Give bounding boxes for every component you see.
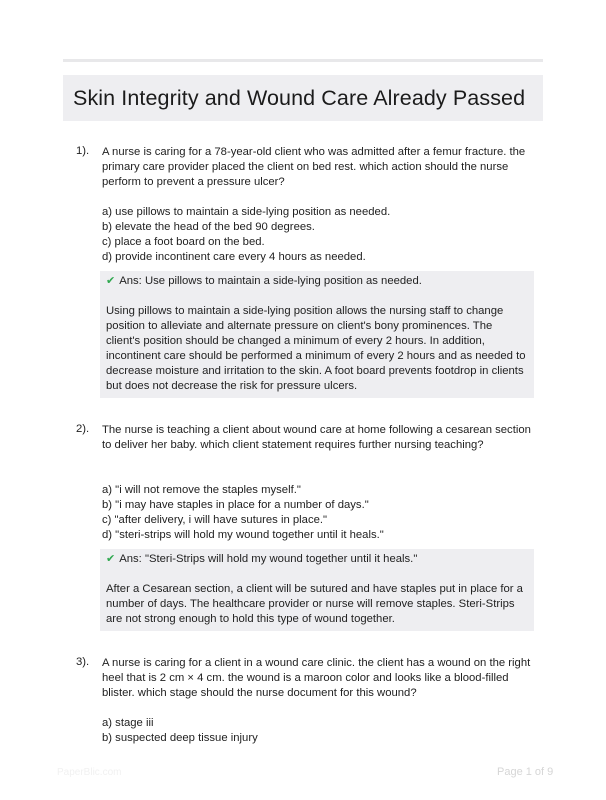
answer-text: Ans: "Steri-Strips will hold my wound together until it heals." — [119, 553, 418, 565]
option-d: d) provide incontinent care every 4 hours as needed. — [102, 251, 366, 263]
option-c: c) place a foot board on the bed. — [102, 236, 265, 248]
answer-box — [100, 549, 534, 631]
option-a: a) "i will not remove the staples myself." — [102, 484, 301, 496]
question-2 — [63, 423, 543, 631]
option-a: a) use pillows to maintain a side-lying position as needed. — [102, 206, 391, 218]
option-a: a) stage iii — [102, 717, 154, 729]
options-list — [102, 483, 543, 543]
question-text: A nurse is caring for a client in a wound care clinic. the client has a wound on the right heel that is 2 cm × 4 cm. the wound is a maroon color and looks like a blood-filled blister. which stage should the nurse document for this wound? — [102, 657, 531, 699]
question-number: 3). — [76, 656, 90, 668]
answer-explanation: Using pillows to maintain a side-lying position allows the nursing staff to change position to alleviate and alternate pressure on client's bony prominences. The client's position should be changed a minimum of every 2 hours. In addition, incontinent care should be performed a minimum of every 2 hours and as needed to decrease moisture and irritation to the skin. A foot board prevents footdrop in clients but does not decrease the risk for pressure ulcers. — [106, 305, 526, 392]
options-list — [102, 716, 543, 746]
question-number: 1). — [76, 145, 90, 157]
option-b: b) "i may have staples in place for a number of days." — [102, 499, 369, 511]
question-text: The nurse is teaching a client about wound care at home following a cesarean section to deliver her baby. which client statement requires further nursing teaching? — [102, 424, 531, 451]
document-title: Skin Integrity and Wound Care Already Passed — [73, 85, 526, 110]
answer-box — [100, 271, 534, 398]
page-indicator: Page 1 of 9 — [497, 766, 554, 778]
option-d: d) "steri-strips will hold my wound together until it heals." — [102, 529, 384, 541]
option-b: b) elevate the head of the bed 90 degrees. — [102, 221, 315, 233]
option-b: b) suspected deep tissue injury — [102, 732, 258, 744]
answer-text: Ans: Use pillows to maintain a side-lying position as needed. — [119, 275, 422, 287]
check-icon: ✔ — [106, 553, 116, 565]
option-c: c) "after delivery, i will have sutures in place." — [102, 514, 328, 526]
question-1 — [63, 145, 543, 398]
question-text: A nurse is caring for a 78-year-old client who was admitted after a femur fracture. the primary care provider placed the client on bed rest. which action should the nurse perform to prevent a pressure ulcer? — [102, 146, 526, 188]
title-bar — [63, 75, 543, 121]
question-number: 2). — [76, 423, 90, 435]
options-list — [102, 205, 543, 265]
check-icon: ✔ — [106, 275, 116, 287]
question-3 — [63, 656, 543, 746]
footer-watermark: PaperBlic.com — [57, 767, 122, 778]
top-divider — [63, 59, 543, 62]
answer-explanation: After a Cesarean section, a client will be sutured and have staples put in place for a number of days. The healthcare provider or nurse will remove staples. Steri-Strips are not strong enough to hold this type of wound together. — [106, 583, 523, 625]
